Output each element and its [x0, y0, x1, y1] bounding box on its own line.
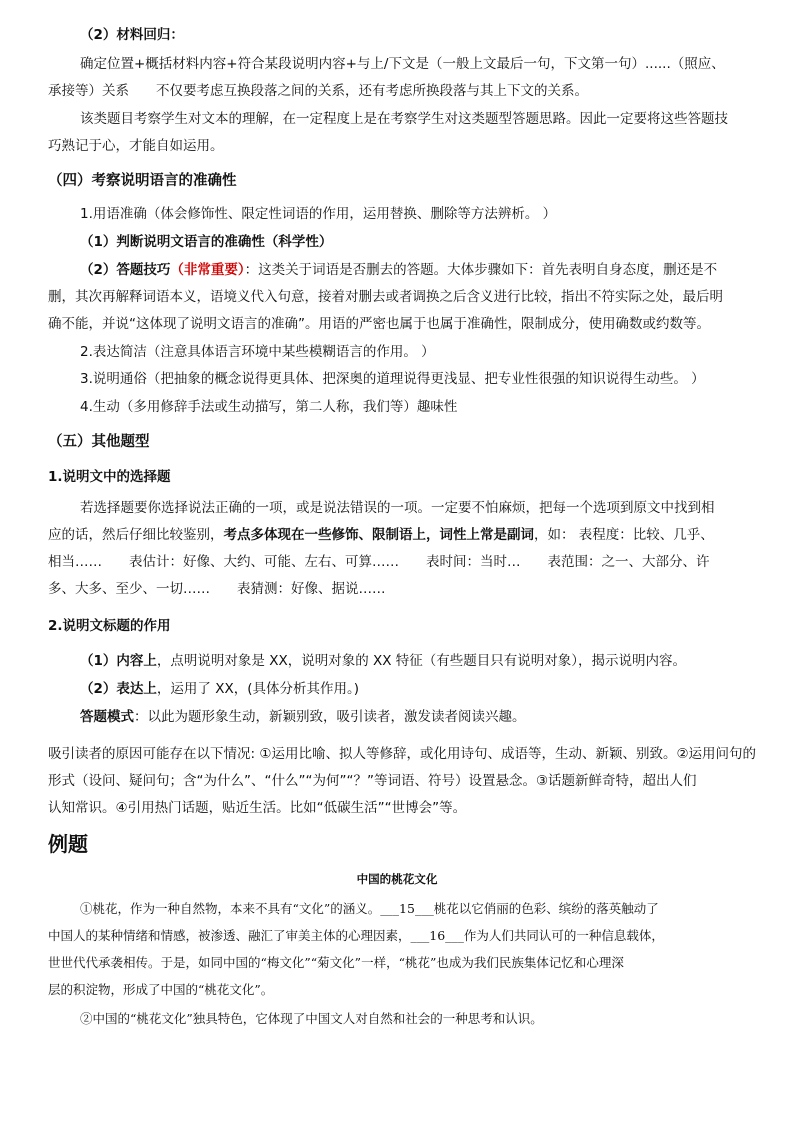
choice-question-line-4: 多、大多、至少、一切…… 表猜测：好像、据说…… [48, 581, 386, 597]
material-return-line-4: 巧熟记于心，才能自如运用。 [48, 138, 224, 154]
s4-sub-2-line-3: 确不能，并说“这体现了说明文语言的准确”。用语的严密也属于也属于准确性，限制成分，使用确数或约数等。 [48, 316, 710, 332]
s4-item-4: 4.生动（多用修辞手法或生动描写，第二人称，我们等）趣味性 [80, 399, 458, 415]
section-5-heading: （五）其他题型 [48, 434, 150, 450]
article-p1-line-4: 层的积淀物，形成了中国的“桃花文化”。 [48, 982, 274, 997]
example-heading: 例题 [48, 832, 88, 856]
s4-item-3: 3.说明通俗（把抽象的概念说得更具体、把深奥的道理说得更浅显、把专业性很强的知识说得生动些。 ） [80, 371, 705, 387]
article-p1-line-3: 世世代代承袭相传。于是，如同中国的“梅文化”“菊文化”一样，“桃花”也成为我们民族集体记忆和心理深 [48, 955, 624, 970]
s4-item-1: 1.用语准确（体会修饰性、限定性词语的作用，运用替换、删除等方法辨析。 ） [80, 206, 557, 222]
content-text: ，点明说明对象是 XX，说明对象的 XX 特征（有些题目只有说明对象），揭示说明内容。 [156, 653, 687, 669]
answer-mode-label: 答题模式 [80, 709, 134, 725]
s4-sub-1: （1）判断说明文语言的准确性（科学性） [80, 234, 333, 250]
choice-question-line-2 [48, 526, 714, 544]
article-p1-line-2: 中国人的某种情绪和情感，被渗透、融汇了审美主体的心理因素，___16___作为人们共同认可的一种信息载体， [48, 928, 664, 943]
title-function-expression [80, 680, 359, 698]
title-function-heading: 2.说明文标题的作用 [48, 618, 171, 634]
answer-skill-text: ：这类关于词语是否删去的答题。大体步骤如下：首先表明自身态度，删还是不 [244, 262, 718, 278]
material-return-line-2: 承接等）关系 不仅要考虑互换段落之间的关系，还有考虑所换段落与其上下文的关系。 [48, 83, 588, 99]
reasons-line-1: 吸引读者的原因可能存在以下情况: ①运用比喻、拟人等修辞，或化用诗句、成语等，生动、新颖、别致。②运用问句的 [48, 746, 757, 762]
very-important-tag: （非常重要） [170, 262, 245, 278]
choice-text-c: ，如： 表程度：比较、几乎、 [534, 527, 714, 543]
title-function-content [80, 652, 686, 670]
expression-label: （2）表达上 [80, 681, 157, 697]
reasons-line-2: 形式（设问、疑问句；含“为什么”、“什么”“为何”“？”等词语、符号）设置悬念。③话题新鲜奇特，超出人们 [48, 773, 697, 789]
article-p1-line-1: ①桃花，作为一种自然物，本来不具有“文化”的涵义。___15___桃花以它俏丽的色彩、缤纷的落英触动了 [80, 901, 659, 916]
choice-question-line-3: 相当…… 表估计：好像、大约、可能、左右、可算…… 表时间：当时… 表范围：之一、大部分、许 [48, 554, 710, 570]
expression-text: ，运用了 XX，(具体分析其作用。) [156, 681, 359, 697]
s4-sub-2-line-2: 删，其次再解释词语本义，语境义代入句意，接着对删去或者调换之后含义进行比较，指出不符实际之处，最后明 [48, 289, 723, 305]
answer-mode-text: ：以此为题形象生动，新颖别致，吸引读者，激发读者阅读兴趣。 [134, 709, 526, 725]
choice-question-title: 1.说明文中的选择题 [48, 469, 171, 485]
material-return-line-3: 该类题目考察学生对文本的理解，在一定程度上是在考察学生对这类题型答题思路。因此一定要将这些答题技 [80, 111, 728, 127]
choice-text-bold: 考点多体现在一些修饰、限制语上，词性上常是副词 [223, 527, 534, 543]
reasons-line-3: 认知常识。④引用热门话题，贴近生活。比如“低碳生活”“世博会”等。 [48, 800, 467, 816]
answer-mode [80, 708, 526, 726]
material-return-label: （2）材料回归： [80, 27, 184, 43]
answer-skill-label: （2）答题技巧 [80, 262, 171, 278]
content-label: （1）内容上 [80, 653, 157, 669]
section-4-heading: （四）考察说明语言的准确性 [48, 173, 237, 189]
article-p2-line-1: ②中国的“桃花文化”独具特色，它体现了中国文人对自然和社会的一种思考和认识。 [80, 1011, 543, 1026]
s4-item-2: 2.表达简洁（注意具体语言环境中某些模糊语言的作用。 ） [80, 344, 435, 360]
article-title: 中国的桃花文化 [356, 872, 438, 886]
choice-text-a: 应的话，然后仔细比较鉴别， [48, 527, 224, 543]
material-return-line-1: 确定位置+概括材料内容+符合某段说明内容+与上/下文是（一般上文最后一句，下文第一句）......（照应、 [80, 56, 725, 72]
s4-sub-2-line-1 [80, 261, 717, 279]
choice-question-line-1: 若选择题要你选择说法正确的一项，或是说法错误的一项。一定要不怕麻烦，把每一个选项到原文中找到相 [80, 500, 715, 516]
